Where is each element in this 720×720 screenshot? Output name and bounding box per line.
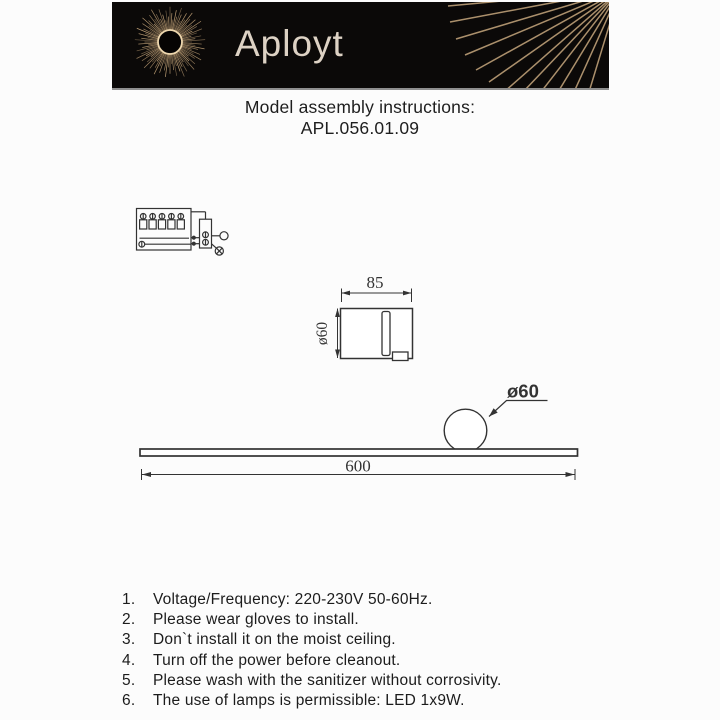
dim-length-label: 600 — [345, 456, 371, 476]
lamp-head-circle — [444, 409, 487, 452]
brand-name: Aployt — [235, 23, 344, 64]
instruction-item — [115, 630, 610, 650]
item-text: Turn off the power before cleanout. — [153, 651, 401, 669]
item-text: Voltage/Frequency: 220-230V 50-60Hz. — [153, 591, 433, 608]
instruction-item — [115, 610, 610, 630]
instruction-list — [115, 590, 610, 711]
item-number: 3. — [122, 631, 136, 649]
item-number: 4. — [122, 651, 136, 669]
wiring-diagram — [137, 209, 229, 256]
item-number: 1. — [122, 591, 136, 608]
lamp-bar — [140, 449, 578, 456]
dim-circle-label: ø60 — [507, 380, 539, 402]
instruction-item — [115, 691, 610, 711]
instruction-item — [115, 671, 610, 691]
instruction-item — [115, 651, 610, 671]
item-text: Don`t install it on the moist ceiling. — [153, 631, 396, 649]
model-number: APL.056.01.09 — [300, 118, 420, 138]
page-title: Model assembly instructions: — [244, 97, 476, 117]
terminal-icons — [140, 213, 185, 229]
item-number: 2. — [122, 611, 136, 629]
lamp-circle-icon — [220, 232, 228, 240]
item-text: Please wear gloves to install. — [153, 611, 359, 629]
dim-diameter-label: ø60 — [314, 321, 331, 346]
item-number: 6. — [122, 692, 136, 710]
item-number: 5. — [122, 671, 136, 689]
side-view — [314, 273, 413, 361]
item-text: Please wash with the sanitizer without corrosivity. — [153, 671, 502, 689]
item-text: The use of lamps is permissible: LED 1x9W. — [153, 692, 465, 710]
instruction-item — [115, 590, 610, 610]
dim-width-label: 85 — [366, 273, 384, 292]
front-view — [140, 381, 578, 481]
